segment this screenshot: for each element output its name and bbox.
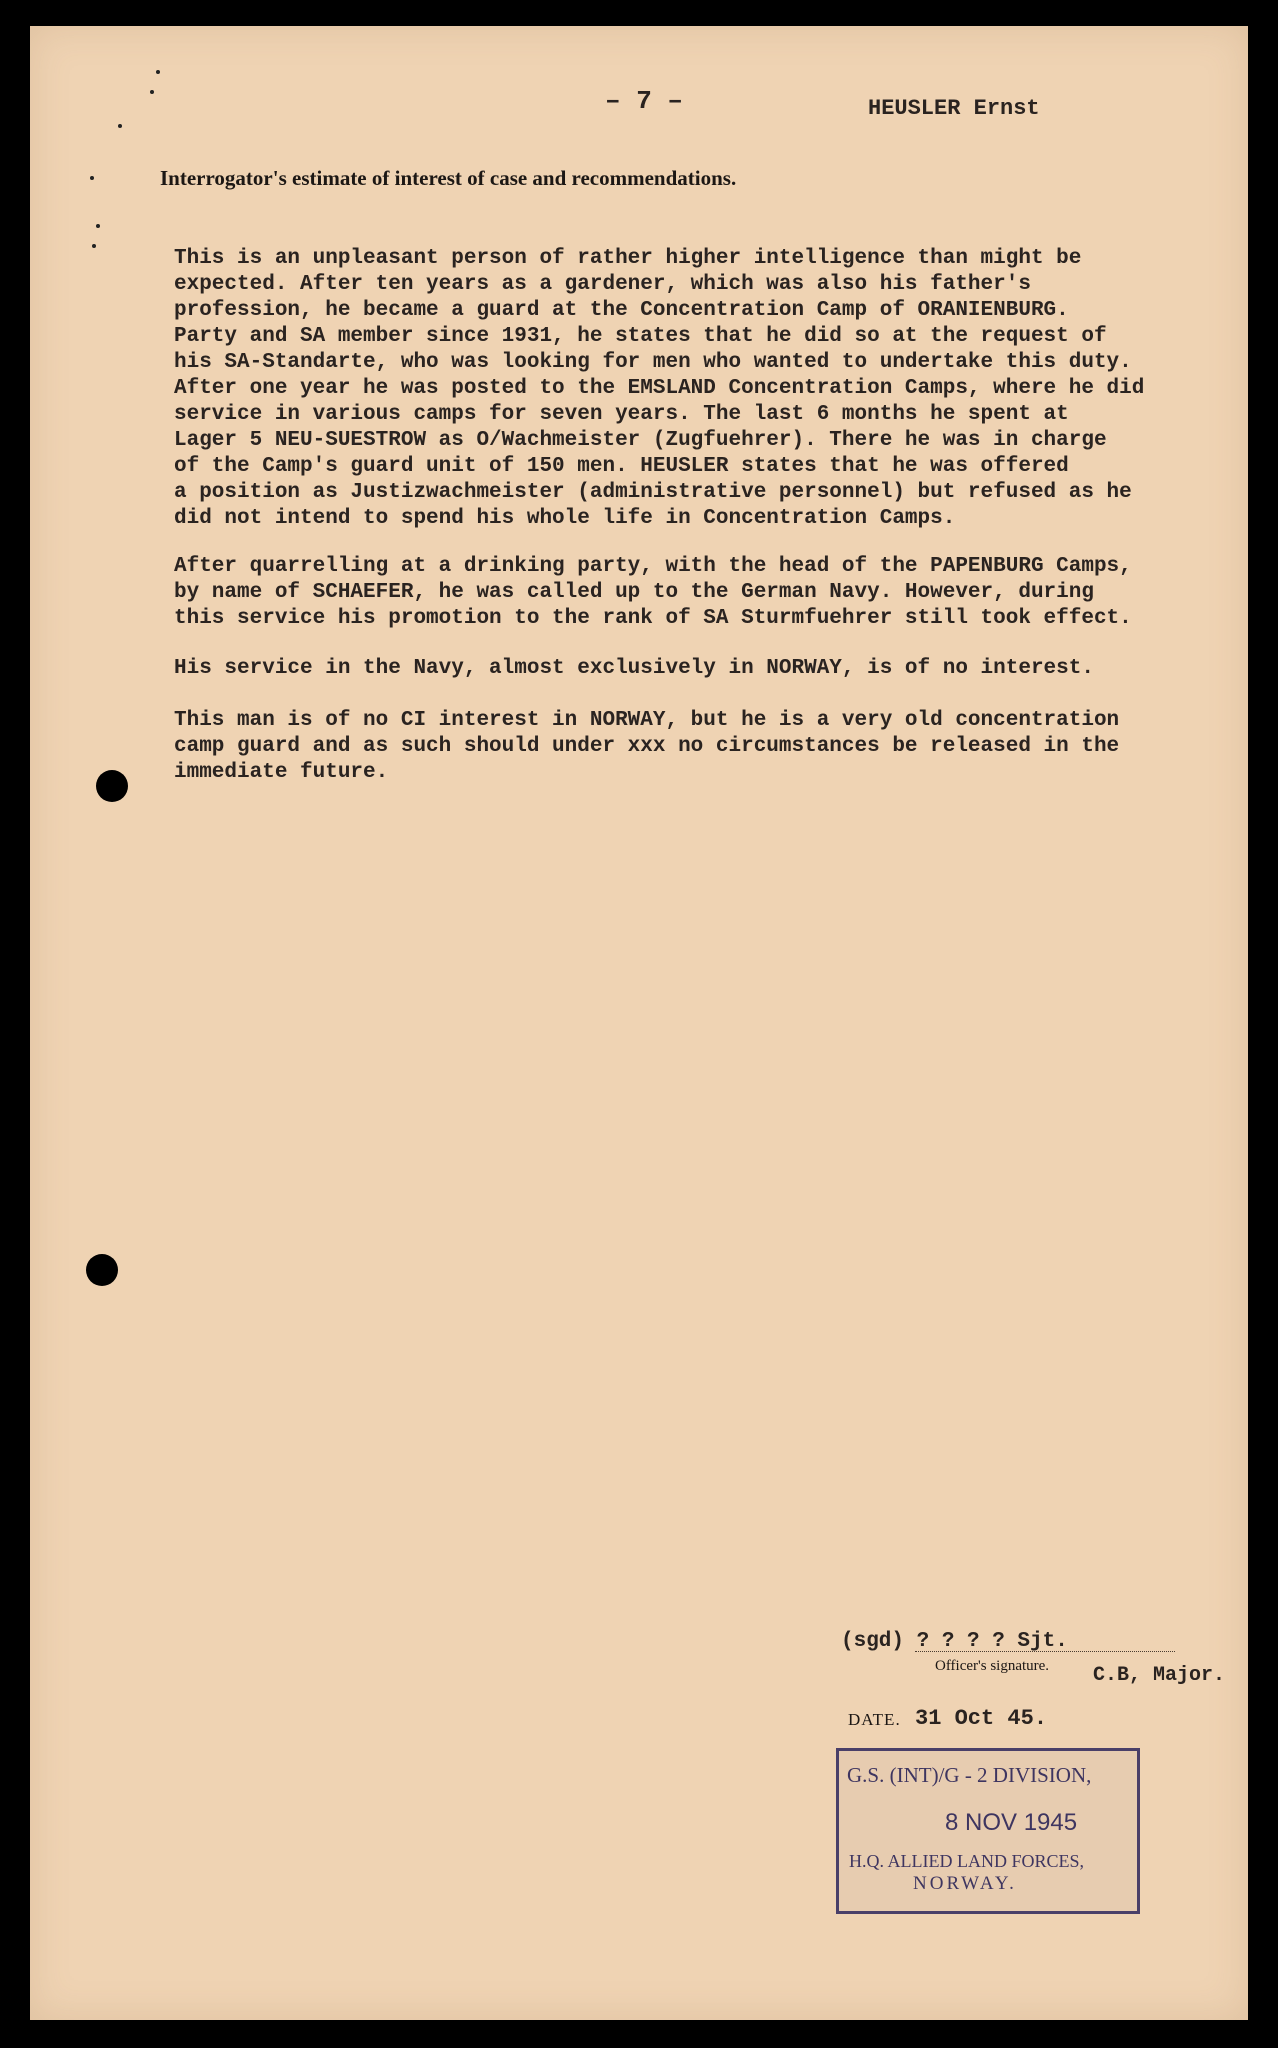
- text-line: of the Camp's guard unit of 150 men. HEUSLER states that he was offered: [174, 455, 1069, 478]
- text-line: After one year he was posted to the EMSLAND Concentration Camps, where he did: [174, 377, 1145, 400]
- paragraph-3: [174, 656, 1094, 682]
- document-page: [30, 26, 1248, 2020]
- stamp-line: H.Q. ALLIED LAND FORCES,: [849, 1851, 1085, 1871]
- text-line: His service in the Navy, almost exclusively in NORWAY, is of no interest.: [174, 657, 1094, 680]
- text-line: This is an unpleasant person of rather higher intelligence than might be: [174, 247, 1082, 270]
- date-value: 31 Oct 45.: [915, 1706, 1048, 1731]
- text-line: Party and SA member since 1931, he states that he did so at the request of: [174, 325, 1107, 348]
- ink-speck: [156, 70, 160, 74]
- text-line: camp guard and as such should under xxx no circumstances be released in the: [174, 735, 1120, 758]
- paragraph-2: [174, 554, 1132, 632]
- stamp-date: 8 NOV 1945: [945, 1809, 1078, 1836]
- text-line: This man is of no CI interest in NORWAY, but he is a very old concentration: [174, 709, 1120, 732]
- ink-speck: [92, 244, 96, 248]
- text-line: this service his promotion to the rank of SA Sturmfuehrer still took effect.: [174, 607, 1132, 630]
- text-line: profession, he became a guard at the Concentration Camp of ORANIENBURG.: [174, 299, 1069, 322]
- punch-hole: [96, 770, 128, 802]
- subject-name: HEUSLER Ernst: [868, 96, 1040, 121]
- punch-hole: [86, 1254, 118, 1286]
- text-line: his SA-Standarte, who was looking for men who wanted to undertake this duty.: [174, 351, 1132, 374]
- stamp-line: G.S. (INT)/G - 2 DIVISION,: [847, 1763, 1092, 1787]
- text-line: by name of SCHAEFER, he was called up to the German Navy. However, during: [174, 581, 1094, 604]
- ink-speck: [90, 176, 94, 180]
- ink-speck: [118, 124, 122, 128]
- signature-line: [915, 1651, 1175, 1652]
- ink-speck: [96, 224, 100, 228]
- signature-typed: (sgd) ? ? ? ? Sjt.: [841, 1630, 1068, 1653]
- paragraph-1: [174, 246, 1144, 532]
- text-line: immediate future.: [174, 761, 389, 784]
- text-line: expected. After ten years as a gardener, which was also his father's: [174, 273, 1031, 296]
- text-line: did not intend to spend his whole life in Concentration Camps.: [174, 507, 956, 530]
- text-line: service in various camps for seven years. The last 6 months he spent at: [174, 403, 1069, 426]
- text-line: a position as Justizwachmeister (administrative personnel) but refused as he: [174, 481, 1132, 504]
- page-number: – 7 –: [605, 86, 684, 116]
- date-label: DATE.: [848, 1710, 901, 1729]
- text-line: After quarrelling at a drinking party, with the head of the PAPENBURG Camps,: [174, 555, 1132, 578]
- officer-rank: C.B, Major.: [1093, 1664, 1226, 1687]
- section-heading: Interrogator's estimate of interest of case and recommendations.: [160, 166, 737, 190]
- text-line: Lager 5 NEU-SUESTROW as O/Wachmeister (Zugfuehrer). There he was in charge: [174, 429, 1107, 452]
- ink-speck: [150, 90, 154, 94]
- received-stamp: [836, 1748, 1140, 1914]
- stamp-line: NORWAY.: [913, 1873, 1017, 1894]
- paragraph-4: [174, 708, 1119, 786]
- signature-caption: Officer's signature.: [935, 1658, 1050, 1674]
